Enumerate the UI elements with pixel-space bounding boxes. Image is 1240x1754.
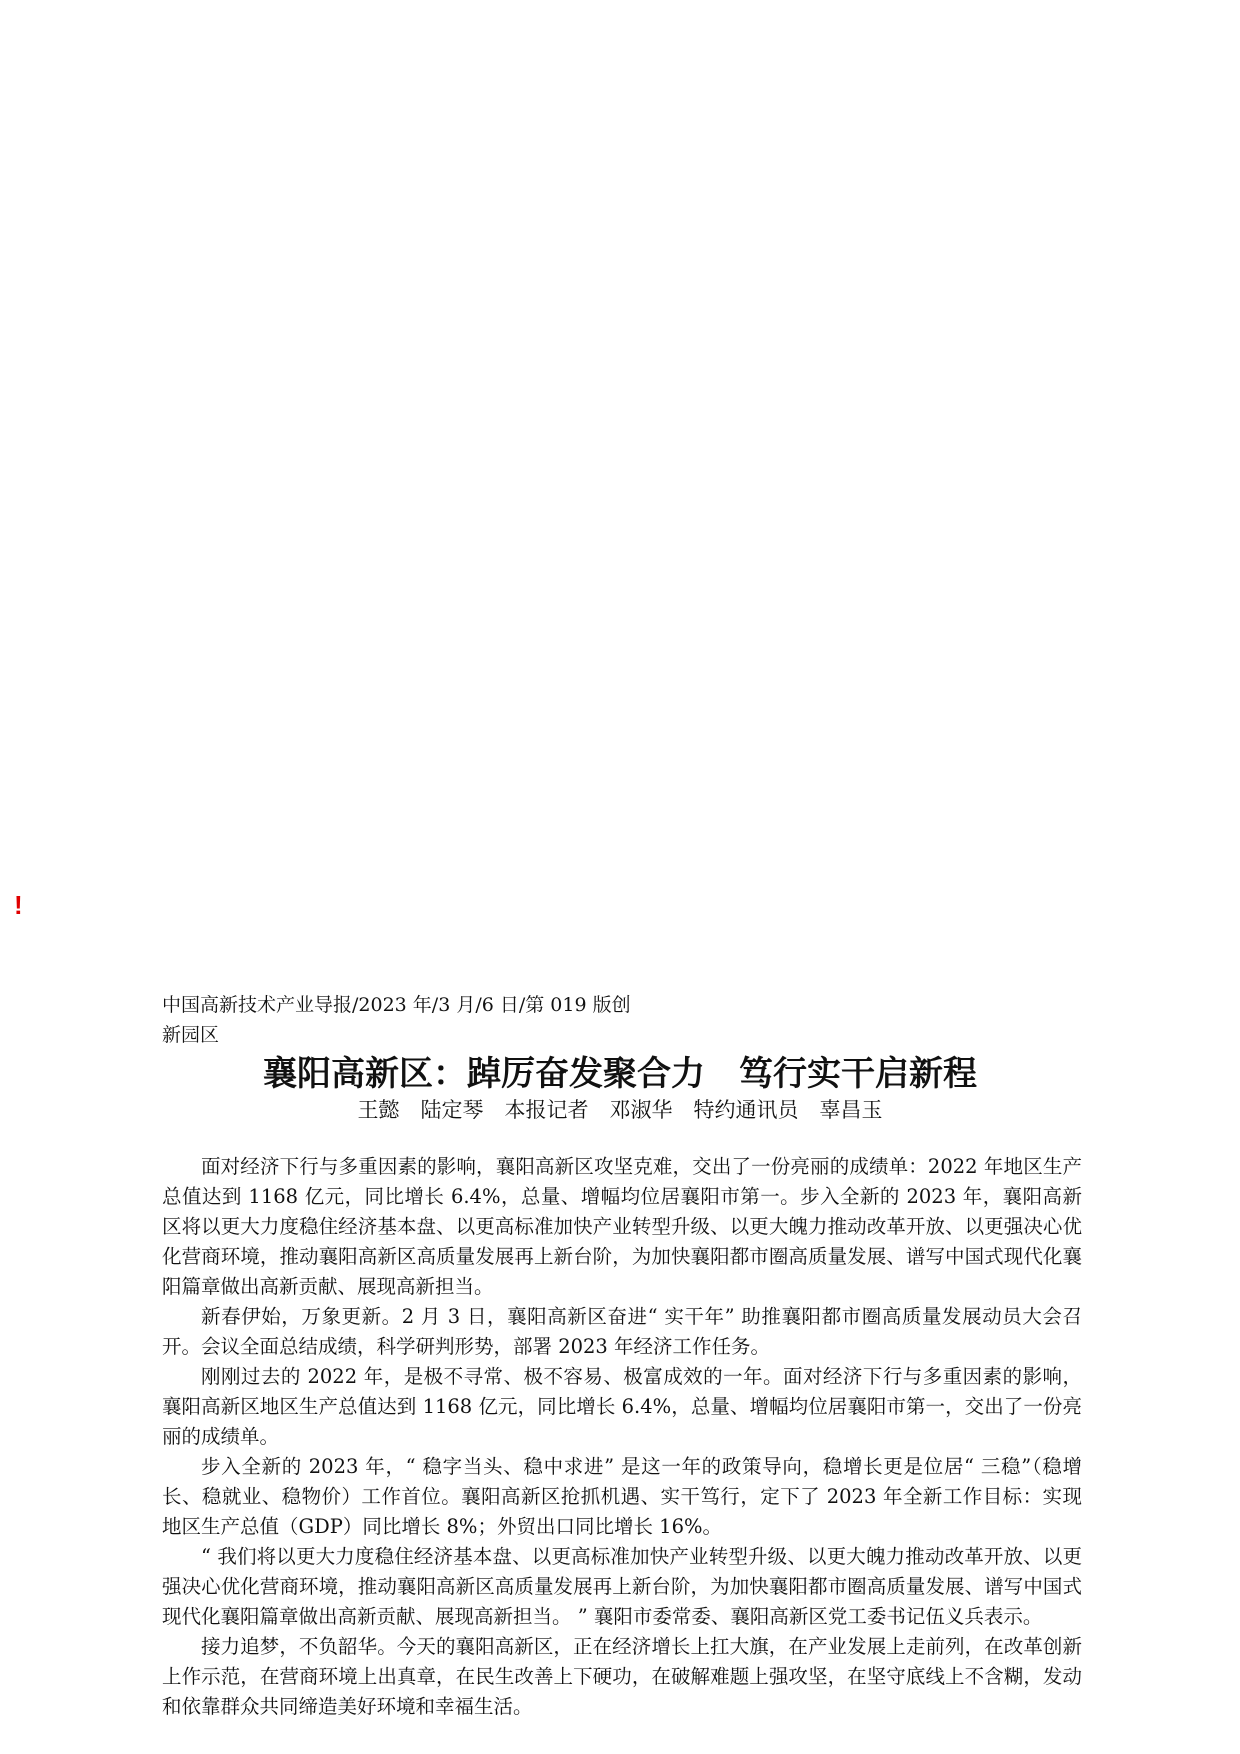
alert-mark: ! (14, 890, 23, 920)
paragraph: 刚刚过去的 2022 年，是极不寻常、极不容易、极富成效的一年。面对经济下行与多重因素的影响，襄阳高新区地区生产总值达到 1168 亿元，同比增长 6.4%，总量、增幅均位居襄阳市第一，交出了一份亮丽的成绩单。 (162, 1365, 1082, 1448)
paragraph: 面对经济下行与多重因素的影响，襄阳高新区攻坚克难，交出了一份亮丽的成绩单：2022 年地区生产总值达到 1168 亿元，同比增长 6.4%，总量、增幅均位居襄阳市第一。步入全新的 2023 年，襄阳高新区将以更大力度稳住经济基本盘、以更高标准加快产业转型升级、以更大魄力推动改革开放、以更强决心优化营商环境，推动襄阳高新区高质量发展再上新台阶，为加快襄阳都市圈高质量发展、谱写中国式现代化襄阳篇章做出高新贡献、展现高新担当。 (162, 1155, 1082, 1298)
paragraph: “ 我们将以更大力度稳住经济基本盘、以更高标准加快产业转型升级、以更大魄力推动改革开放、以更强决心优化营商环境，推动襄阳高新区高质量发展再上新台阶，为加快襄阳都市圈高质量发展、谱写中国式现代化襄阳篇章做出高新贡献、展现高新担当。 ” 襄阳市委常委、襄阳高新区党工委书记伍义兵表示。 (162, 1545, 1082, 1628)
paragraph: 步入全新的 2023 年，“ 稳字当头、稳中求进” 是这一年的政策导向，稳增长更是位居“ 三稳”（稳增长、稳就业、稳物价）工作首位。襄阳高新区抢抓机遇、实干笃行，定下了 2023 年全新工作目标：实现地区生产总值（GDP）同比增长 8%；外贸出口同比增长 16%。 (162, 1455, 1082, 1538)
paragraph: 新春伊始，万象更新。2 月 3 日，襄阳高新区奋进“ 实干年” 助推襄阳都市圈高质量发展动员大会召开。会议全面总结成绩，科学研判形势，部署 2023 年经济工作任务。 (162, 1305, 1082, 1358)
byline: 王懿 陆定琴 本报记者 邓淑华 特约通讯员 辜昌玉 (357, 1098, 883, 1122)
paragraph: 接力追梦，不负韶华。今天的襄阳高新区，正在经济增长上扛大旗，在产业发展上走前列，在改革创新上作示范，在营商环境上出真章，在民生改善上下硬功，在破解难题上强攻坚，在坚守底线上不含糊，发动和依靠群众共同缔造美好环境和幸福生活。 (162, 1635, 1082, 1718)
article-title: 襄阳高新区：踔厉奋发聚合力 笃行实干启新程 (263, 1054, 977, 1094)
source-line: 中国高新技术产业导报/2023 年/3 月/6 日/第 019 版创新园区 (162, 994, 631, 1046)
article-body (162, 1152, 1082, 1722)
